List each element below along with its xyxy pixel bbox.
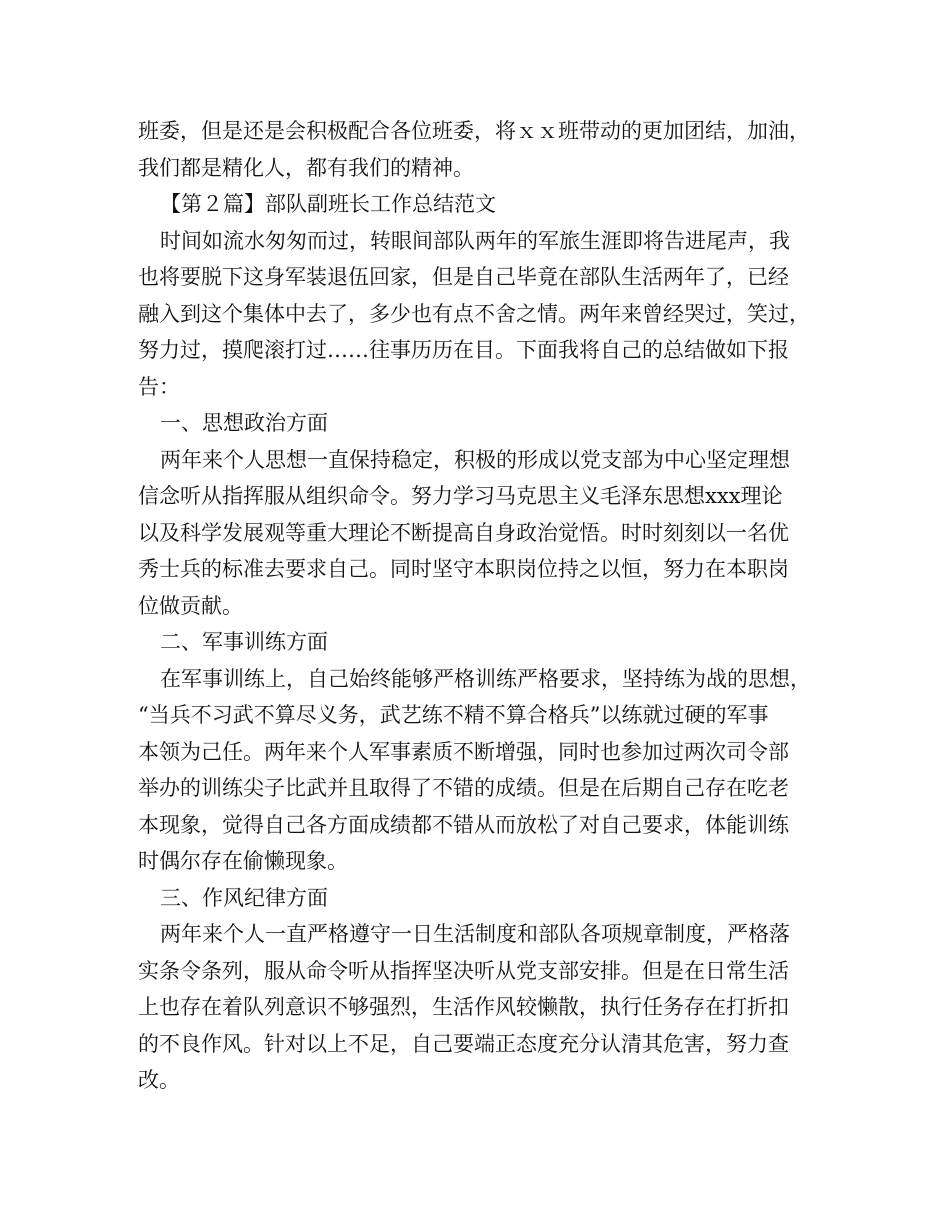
text-line: 本现象，觉得自己各方面成绩都不错从而放松了对自己要求，体能训练 [138,812,789,837]
text-line: 努力过，摸爬滚打过……往事历历在目。下面我将自己的总结做如下报 [138,338,789,362]
document-body [138,113,828,1099]
text-line: 时偶尔存在偷懒现象。 [138,849,348,873]
text-line: 改。 [138,1068,180,1092]
text-line: 本领为己任。两年来个人军事素质不断增强，同时也参加过两次司令部 [138,739,789,764]
text-line: 两年来个人一直严格遵守一日生活制度和部队各项规章制度，严格落 [160,922,790,946]
text-line: 【第２篇】部队副班长工作总结范文 [160,192,496,216]
text-line: 实条令条列，服从命令听从指挥坚决听从党支部安排。但是在日常生活 [138,958,789,983]
text-line: 三、作风纪律方面 [160,885,328,910]
text-line: 举办的训练尖子比武并且取得了不错的成绩。但是在后期自己存在吃老 [138,776,789,800]
text-line: 秀士兵的标准去要求自己。同时坚守本职岗位持之以恒，努力在本职岗 [138,557,789,581]
text-line: 的不良作风。针对以上不足，自己要端正态度充分认清其危害，努力查 [138,1031,789,1056]
text-line: 位做贡献。 [138,593,243,618]
text-line: 两年来个人思想一直保持稳定，积极的形成以党支部为中心坚定理想 [160,447,790,472]
text-line: 我们都是精化人，都有我们的精神。 [138,155,474,180]
text-line: 在军事训练上，自己始终能够严格训练严格要求，坚持练为战的思想， [160,666,811,691]
text-line: 信念听从指挥服从组织命令。努力学习马克思主义毛泽东思想xxx理论 [138,484,783,508]
text-line: 融入到这个集体中去了，多少也有点不舍之情。两年来曾经哭过，笑过， [138,301,810,326]
text-line: “当兵不习武不算尽义务，武艺练不精不算合格兵”以练就过硬的军事 [138,703,769,727]
text-line: 告： [138,374,180,399]
text-line: 班委，但是还是会积极配合各位班委，将ｘｘ班带动的更加团结，加油， [138,119,810,143]
text-line: 上也存在着队列意识不够强烈，生活作风较懒散，执行任务存在打折扣 [138,995,789,1019]
text-line: 也将要脱下这身军装退伍回家，但是自己毕竟在部队生活两年了，已经 [138,265,789,289]
text-line: 一、思想政治方面 [160,411,328,435]
text-line: 以及科学发展观等重大理论不断提高自身政治觉悟。时时刻刻以一名优 [138,520,789,545]
text-line: 二、军事训练方面 [160,630,328,654]
text-line: 时间如流水匆匆而过，转眼间部队两年的军旅生涯即将告进尾声，我 [160,228,790,253]
